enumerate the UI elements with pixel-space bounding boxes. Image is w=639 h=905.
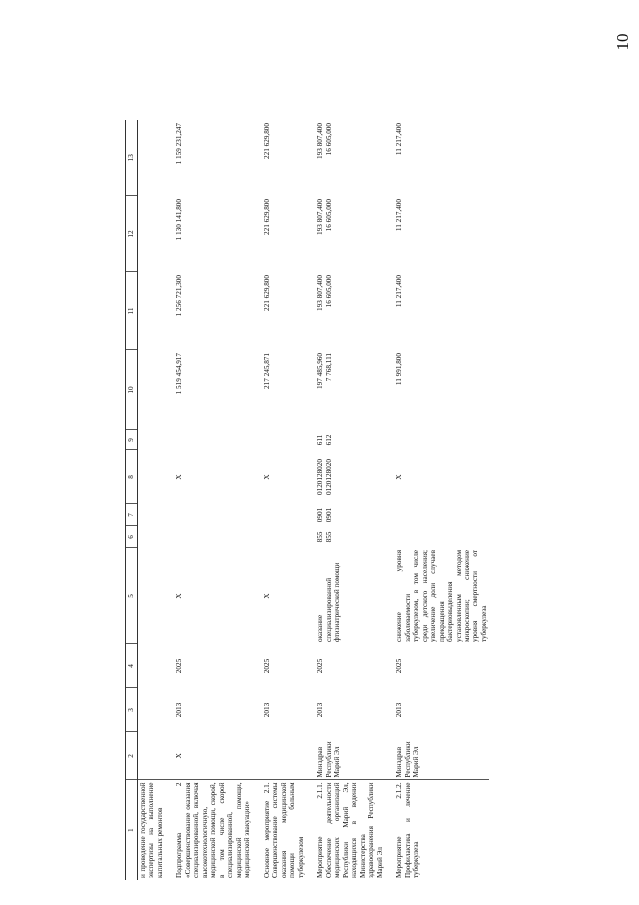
cell-rzpr [138,504,166,526]
cell-amount: 1 256 721,300 [175,275,184,317]
cell-result: X [175,593,184,599]
column-header: 9 [126,430,138,450]
cell-amount [306,350,385,430]
cell-amount [306,272,385,350]
rotated-table-wrapper [125,120,625,880]
cell-result: X [262,593,271,599]
cell-vr [253,430,306,450]
cell-grbs [253,526,306,548]
cell-start-year: 2013 [395,702,404,718]
page-number: 10 [613,33,632,51]
cell-vr [138,430,166,450]
cell-line: 16 605,000 [324,199,333,232]
cell-amount: 221 629,800 [262,123,271,159]
cell-amount [138,272,166,350]
cell-amount: 11 991,800 [395,353,404,386]
cell-executor: Минздрав Республики Марий Эл [316,741,342,778]
cell-name: Подпрограмма 2 «Совершенствование оказания специализированной, включая высокотехнологичную, медицинской помощи, скорой, в том числе скорой специализированной, медицинской помощи, медицинской эвакуации» [165,780,252,880]
cell-csr [138,450,166,504]
column-header: 10 [126,350,138,430]
cell-amount: 1 130 141,800 [175,199,184,241]
cell-amount [306,120,385,196]
cell-csr: X [395,474,404,480]
cell-line: 193 807,400 [316,199,325,235]
cell-amount [138,350,166,430]
cell-rzpr [306,504,385,526]
cell-end-year: 2025 [316,658,325,674]
cell-end-year: 2025 [262,658,271,674]
cell-line: 7 768,111 [324,353,333,382]
cell-amount [138,196,166,272]
cell-grbs [385,526,489,548]
cell-start-year [138,688,166,732]
cell-amount: 1 519 454,917 [175,353,184,395]
cell-result [138,548,166,644]
cell-line: 16 605,000 [324,275,333,308]
cell-csr: X [175,474,184,480]
cell-executor [253,732,306,780]
column-header: 6 [126,526,138,548]
cell-result: снижение уровня заболеваемости туберкулезом, в том числе среди детского населения; увеличение доли случаев прекращения бактериовыделения установленным методом микроскопии; снижение уровня смертности от туберкулеза [395,550,488,642]
cell-line: 611 [316,434,325,446]
column-header: 13 [126,120,138,196]
cell-rzpr [385,504,489,526]
column-header: 8 [126,450,138,504]
cell-end-year: 2025 [175,658,184,674]
program-funding-table [125,120,489,880]
cell-line: 197 485,960 [316,353,325,389]
table-row [253,120,306,880]
cell-line: 193 807,400 [316,275,325,311]
cell-amount [306,196,385,272]
column-header: 7 [126,504,138,526]
cell-line: 0120128020 [316,459,325,495]
cell-start-year: 2013 [262,702,271,718]
cell-csr [306,450,385,504]
cell-amount: 221 629,800 [262,275,271,311]
cell-grbs [138,526,166,548]
cell-amount: 11 217,400 [395,275,404,308]
table-row [306,120,385,880]
cell-rzpr [253,504,306,526]
column-header: 12 [126,196,138,272]
cell-amount [138,120,166,196]
cell-amount: 1 159 231,247 [175,123,184,165]
cell-start-year: 2013 [316,702,325,718]
column-header: 3 [126,688,138,732]
cell-line: 612 [324,434,333,446]
cell-line: 0901 [324,507,333,523]
cell-csr: X [262,474,271,480]
cell-name: Мероприятие 2.1.1. Обеспечение деятельности медицинских организаций Республики Марий Эл, находящихся в ведении Министерства здравоохранения Республики Марий Эл [306,780,385,880]
cell-line: 855 [316,531,325,543]
cell-line: 193 807,400 [316,123,325,159]
table-row [165,120,252,880]
cell-line: 0120128020 [324,459,333,495]
cell-name: Мероприятие 2.1.2. Профилактика и лечение туберкулеза [385,780,489,880]
cell-executor: Минздрав Республики Марий Эл [395,741,421,778]
cell-vr [165,430,252,450]
cell-amount: 11 217,400 [395,199,404,232]
cell-amount: 11 217,400 [395,123,404,156]
cell-rzpr [165,504,252,526]
table-header-row [126,120,138,880]
column-header: 11 [126,272,138,350]
cell-vr [306,430,385,450]
cell-start-year: 2013 [175,702,184,718]
cell-line: 855 [324,531,333,543]
column-header: 2 [126,732,138,780]
column-header: 4 [126,644,138,688]
table-row [385,120,489,880]
cell-executor: X [175,753,184,759]
cell-grbs [306,526,385,548]
cell-name: и проведение государственной экспертизы на выполнение капитальных ремонтов [138,780,166,880]
cell-amount: 217 245,871 [262,353,271,389]
cell-line: 0901 [316,507,325,523]
cell-executor [138,732,166,780]
cell-name: Основное мероприятие 2.1. Совершенствование системы оказания медицинской помощи больным туберкулезом [253,780,306,880]
column-header: 1 [126,780,138,880]
cell-end-year: 2025 [395,658,404,674]
cell-amount: 221 629,800 [262,199,271,235]
cell-grbs [165,526,252,548]
cell-vr [385,430,489,450]
cell-result: оказание специализированной фтизиатрической помощи [316,562,342,642]
cell-end-year [138,644,166,688]
table-row [138,120,166,880]
column-header: 5 [126,548,138,644]
cell-line: 16 605,000 [324,123,333,156]
